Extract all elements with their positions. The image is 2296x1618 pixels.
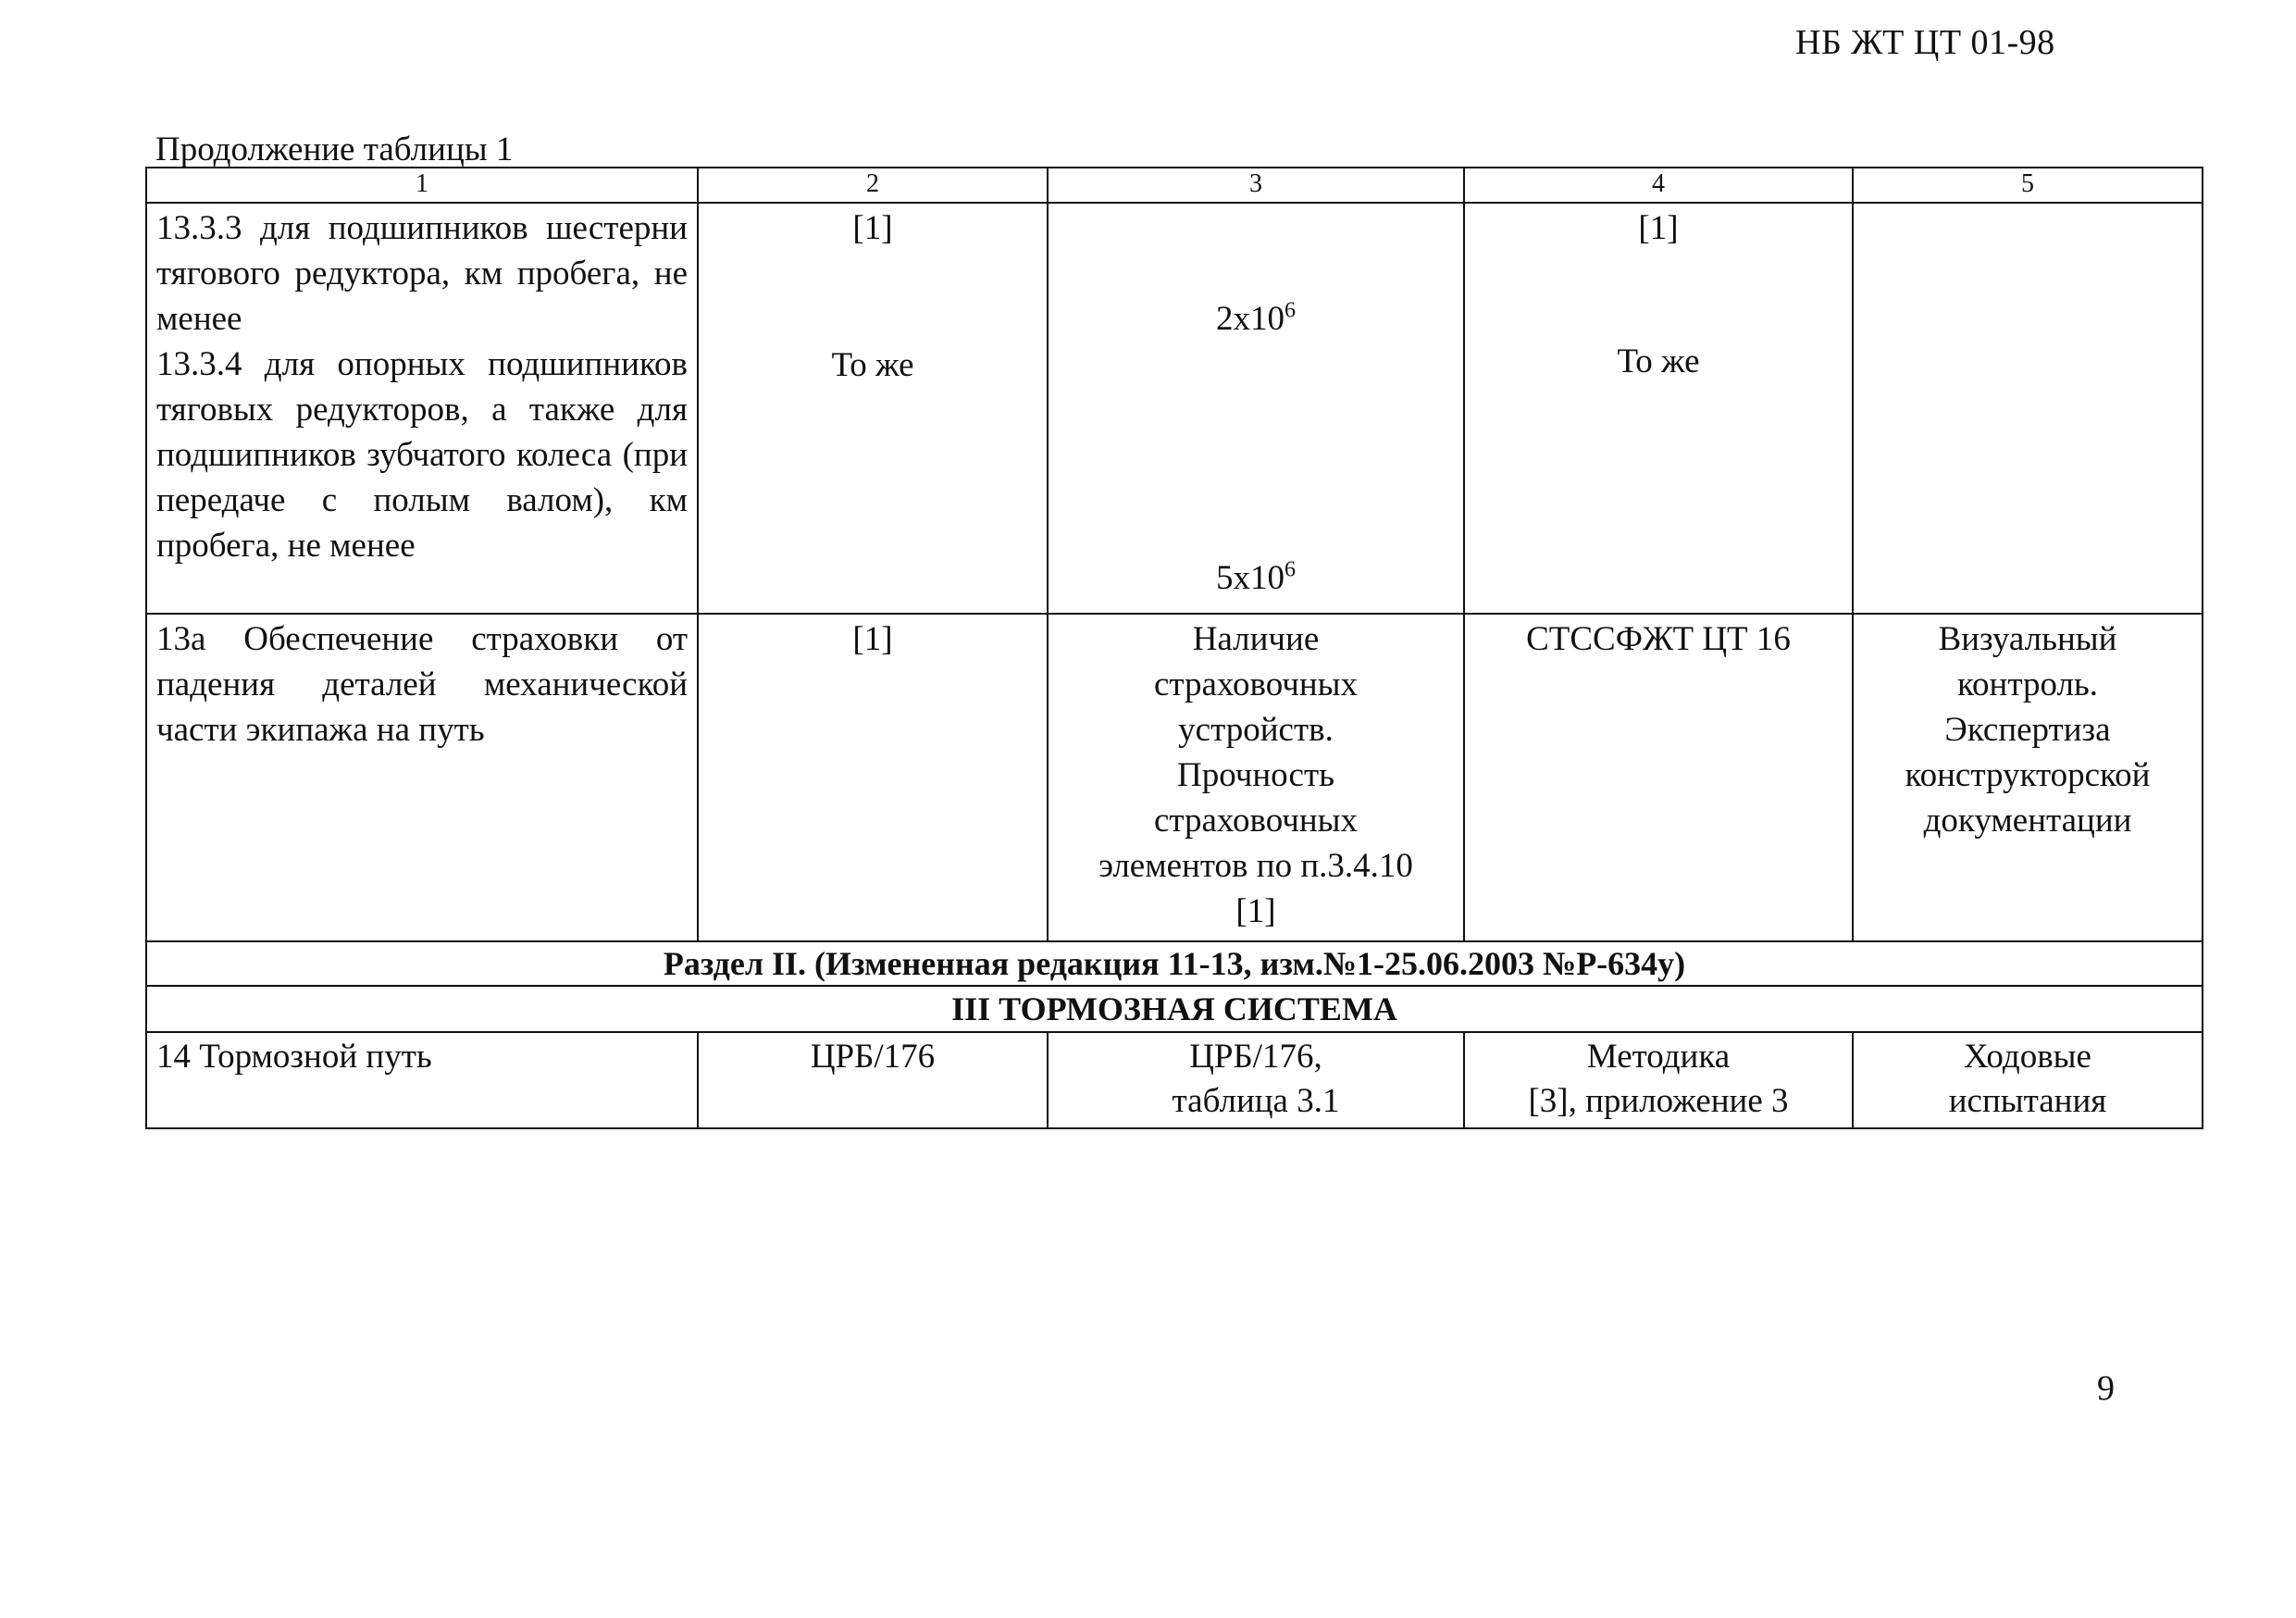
column-number-5: 5: [1853, 168, 2203, 203]
table-caption: Продолжение таблицы 1: [155, 131, 514, 168]
document-code: НБ ЖТ ЦТ 01-98: [1795, 23, 2055, 62]
braking-distance-cell: 14 Тормозной путь: [146, 1032, 698, 1128]
reference: [1]: [852, 209, 893, 247]
column-number-4: 4: [1464, 168, 1853, 203]
reference-cell: ЦРБ/176: [698, 1032, 1048, 1128]
safety-requirement-cell: 13а Обеспечение страховки от падения деталей механической части экипажа на путь: [146, 614, 698, 941]
item-13-3-3: 13.3.3 для подшипников шестерни тягового редуктора, км пробега, не менее: [156, 209, 688, 338]
table-row: [146, 1032, 2203, 1128]
section-note: Раздел II. (Измененная редакция 11-13, изм.№1-25.06.2003 №Р-634у): [146, 941, 2203, 986]
same-as-above: То же: [1617, 342, 1700, 380]
method-cell: Методика [3], приложение 3: [1464, 1032, 1853, 1128]
value-cell: ЦРБ/176, таблица 3.1: [1048, 1032, 1464, 1128]
table-row: [146, 203, 2203, 614]
reference-cell: [698, 203, 1048, 614]
bearing-requirements-cell: [146, 203, 698, 614]
column-number-2: 2: [698, 168, 1048, 203]
reference-cell: [1]: [698, 614, 1048, 941]
value-13-3-3: $2x10^6$: [1216, 298, 1296, 338]
column-number-3: 3: [1048, 168, 1464, 203]
value-cell: Наличие страховочных устройств. Прочность страховочных элементов по п.3.4.10 [1]: [1048, 614, 1464, 941]
reference: [1]: [1638, 209, 1679, 247]
column-number-row: [146, 168, 2203, 203]
value-cell: [1048, 203, 1464, 614]
method-cell: [1464, 203, 1853, 614]
same-as-above: То же: [831, 346, 914, 384]
group-title-row: [146, 986, 2203, 1032]
method-cell: СТССФЖТ ЦТ 16: [1464, 614, 1853, 941]
control-cell: Визуальный контроль. Экспертиза конструкторской документации: [1853, 614, 2203, 941]
control-cell: Ходовые испытания: [1853, 1032, 2203, 1128]
group-title: III ТОРМОЗНАЯ СИСТЕМА: [146, 986, 2203, 1032]
section-note-row: [146, 941, 2203, 986]
column-number-1: 1: [146, 168, 698, 203]
control-cell: [1853, 203, 2203, 614]
value-13-3-4: $5x10^6$: [1216, 557, 1296, 597]
item-13-3-4: 13.3.4 для опорных подшипников тяговых редукторов, а также для подшипников зубчатого колеса (при передаче с полым валом), км пробега, не менее: [156, 345, 688, 565]
table-row: [146, 614, 2203, 941]
requirements-table: [145, 167, 2203, 1129]
page-number: 9: [2097, 1369, 2115, 1408]
